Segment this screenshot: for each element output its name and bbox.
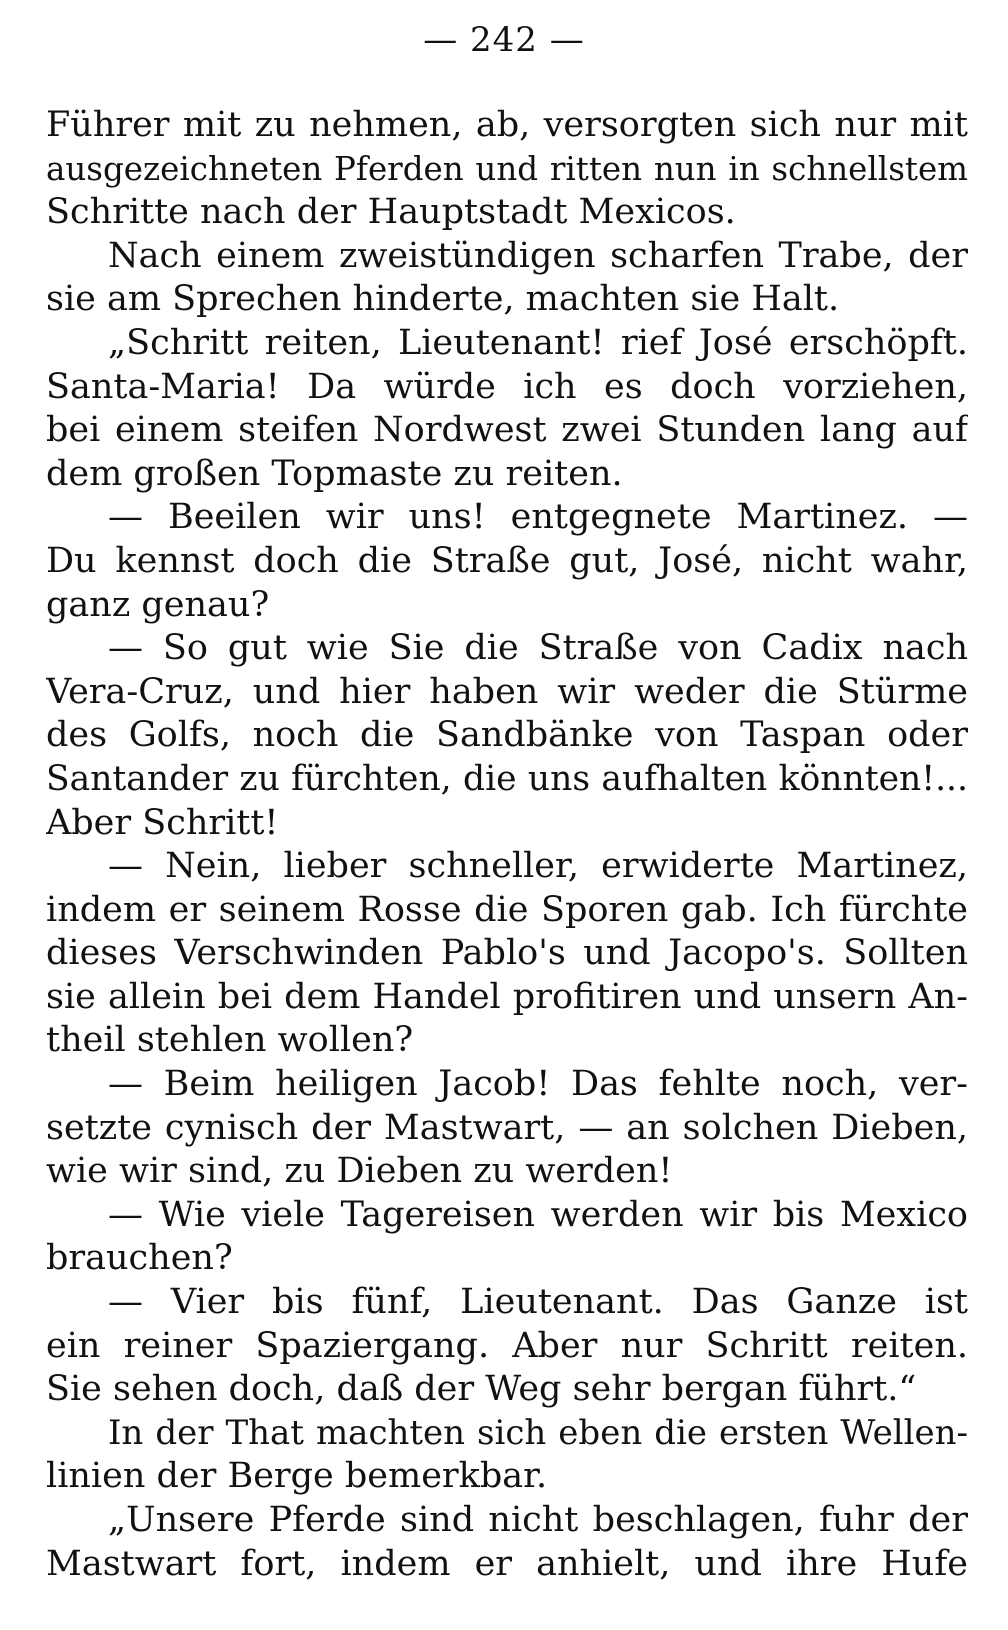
text-line: Du kennst doch die Straße gut, José, nicht wahr,	[46, 540, 968, 581]
text-line: dieses Verschwinden Pablo's und Jacopo's. Sollten	[46, 933, 968, 974]
text-line: In der That machten sich eben die ersten Wellen-	[108, 1412, 968, 1453]
text-line: Aber Schritt!	[46, 802, 279, 843]
text-line: sie am Sprechen hinderte, machten sie Halt.	[46, 279, 840, 320]
text-line: „Schritt reiten, Lieutenant! rief José erschöpft.	[108, 322, 968, 363]
text-line: — Wie viele Tagereisen werden wir bis Mexico	[108, 1194, 968, 1235]
text-line: wie wir sind, zu Dieben zu werden!	[46, 1151, 673, 1192]
text-line: — Beim heiligen Jacob! Das fehlte noch, ver-	[108, 1064, 968, 1105]
text-line: setzte cynisch der Mastwart, — an solchen Dieben,	[46, 1107, 968, 1148]
text-line: Führer mit zu nehmen, ab, versorgten sich nur mit	[46, 105, 968, 145]
text-line: Vera-Cruz, und hier haben wir weder die Stürme	[46, 671, 968, 712]
text-line: bei einem steifen Nordwest zwei Stunden lang auf	[46, 410, 968, 451]
text-line: ein reiner Spaziergang. Aber nur Schritt reiten.	[46, 1325, 968, 1366]
page-number: — 242 —	[423, 20, 585, 60]
text-line: dem großen Topmaste zu reiten.	[46, 453, 623, 494]
text-line: ganz genau?	[46, 584, 270, 625]
text-line: sie allein bei dem Handel profitiren und unsern An-	[46, 976, 968, 1017]
text-line: Santander zu fürchten, die uns aufhalten könnten!...	[46, 758, 968, 799]
text-line: Sie sehen doch, daß der Weg sehr bergan führt.“	[46, 1369, 917, 1410]
text-line: indem er seinem Rosse die Sporen gab. Ich fürchte	[46, 889, 968, 930]
text-line: — Nein, lieber schneller, erwiderte Martinez,	[108, 846, 968, 887]
text-line: theil stehlen wollen?	[46, 1020, 414, 1061]
text-line: Nach einem zweistündigen scharfen Trabe, der	[108, 235, 968, 276]
text-line: des Golfs, noch die Sandbänke von Taspan oder	[46, 715, 968, 756]
text-line: — So gut wie Sie die Straße von Cadix nach	[108, 628, 968, 669]
text-line: Santa-Maria! Da würde ich es doch vorziehen,	[46, 366, 968, 407]
text-line: linien der Berge bemerkbar.	[46, 1456, 548, 1497]
text-line: Mastwart fort, indem er anhielt, und ihre Hufe	[46, 1543, 968, 1584]
text-line: Schritte nach der Hauptstadt Mexicos.	[46, 192, 736, 233]
text-line: brauchen?	[46, 1238, 233, 1279]
text-line: ausgezeichneten Pferden und ritten nun in schnellstem	[46, 149, 968, 188]
text-line: „Unsere Pferde sind nicht beschlagen, fuhr der	[108, 1500, 968, 1540]
body-text	[46, 104, 968, 1586]
text-line: — Beeilen wir uns! entgegnete Martinez. —	[108, 497, 968, 538]
text-line: — Vier bis fünf, Lieutenant. Das Ganze ist	[108, 1282, 968, 1323]
